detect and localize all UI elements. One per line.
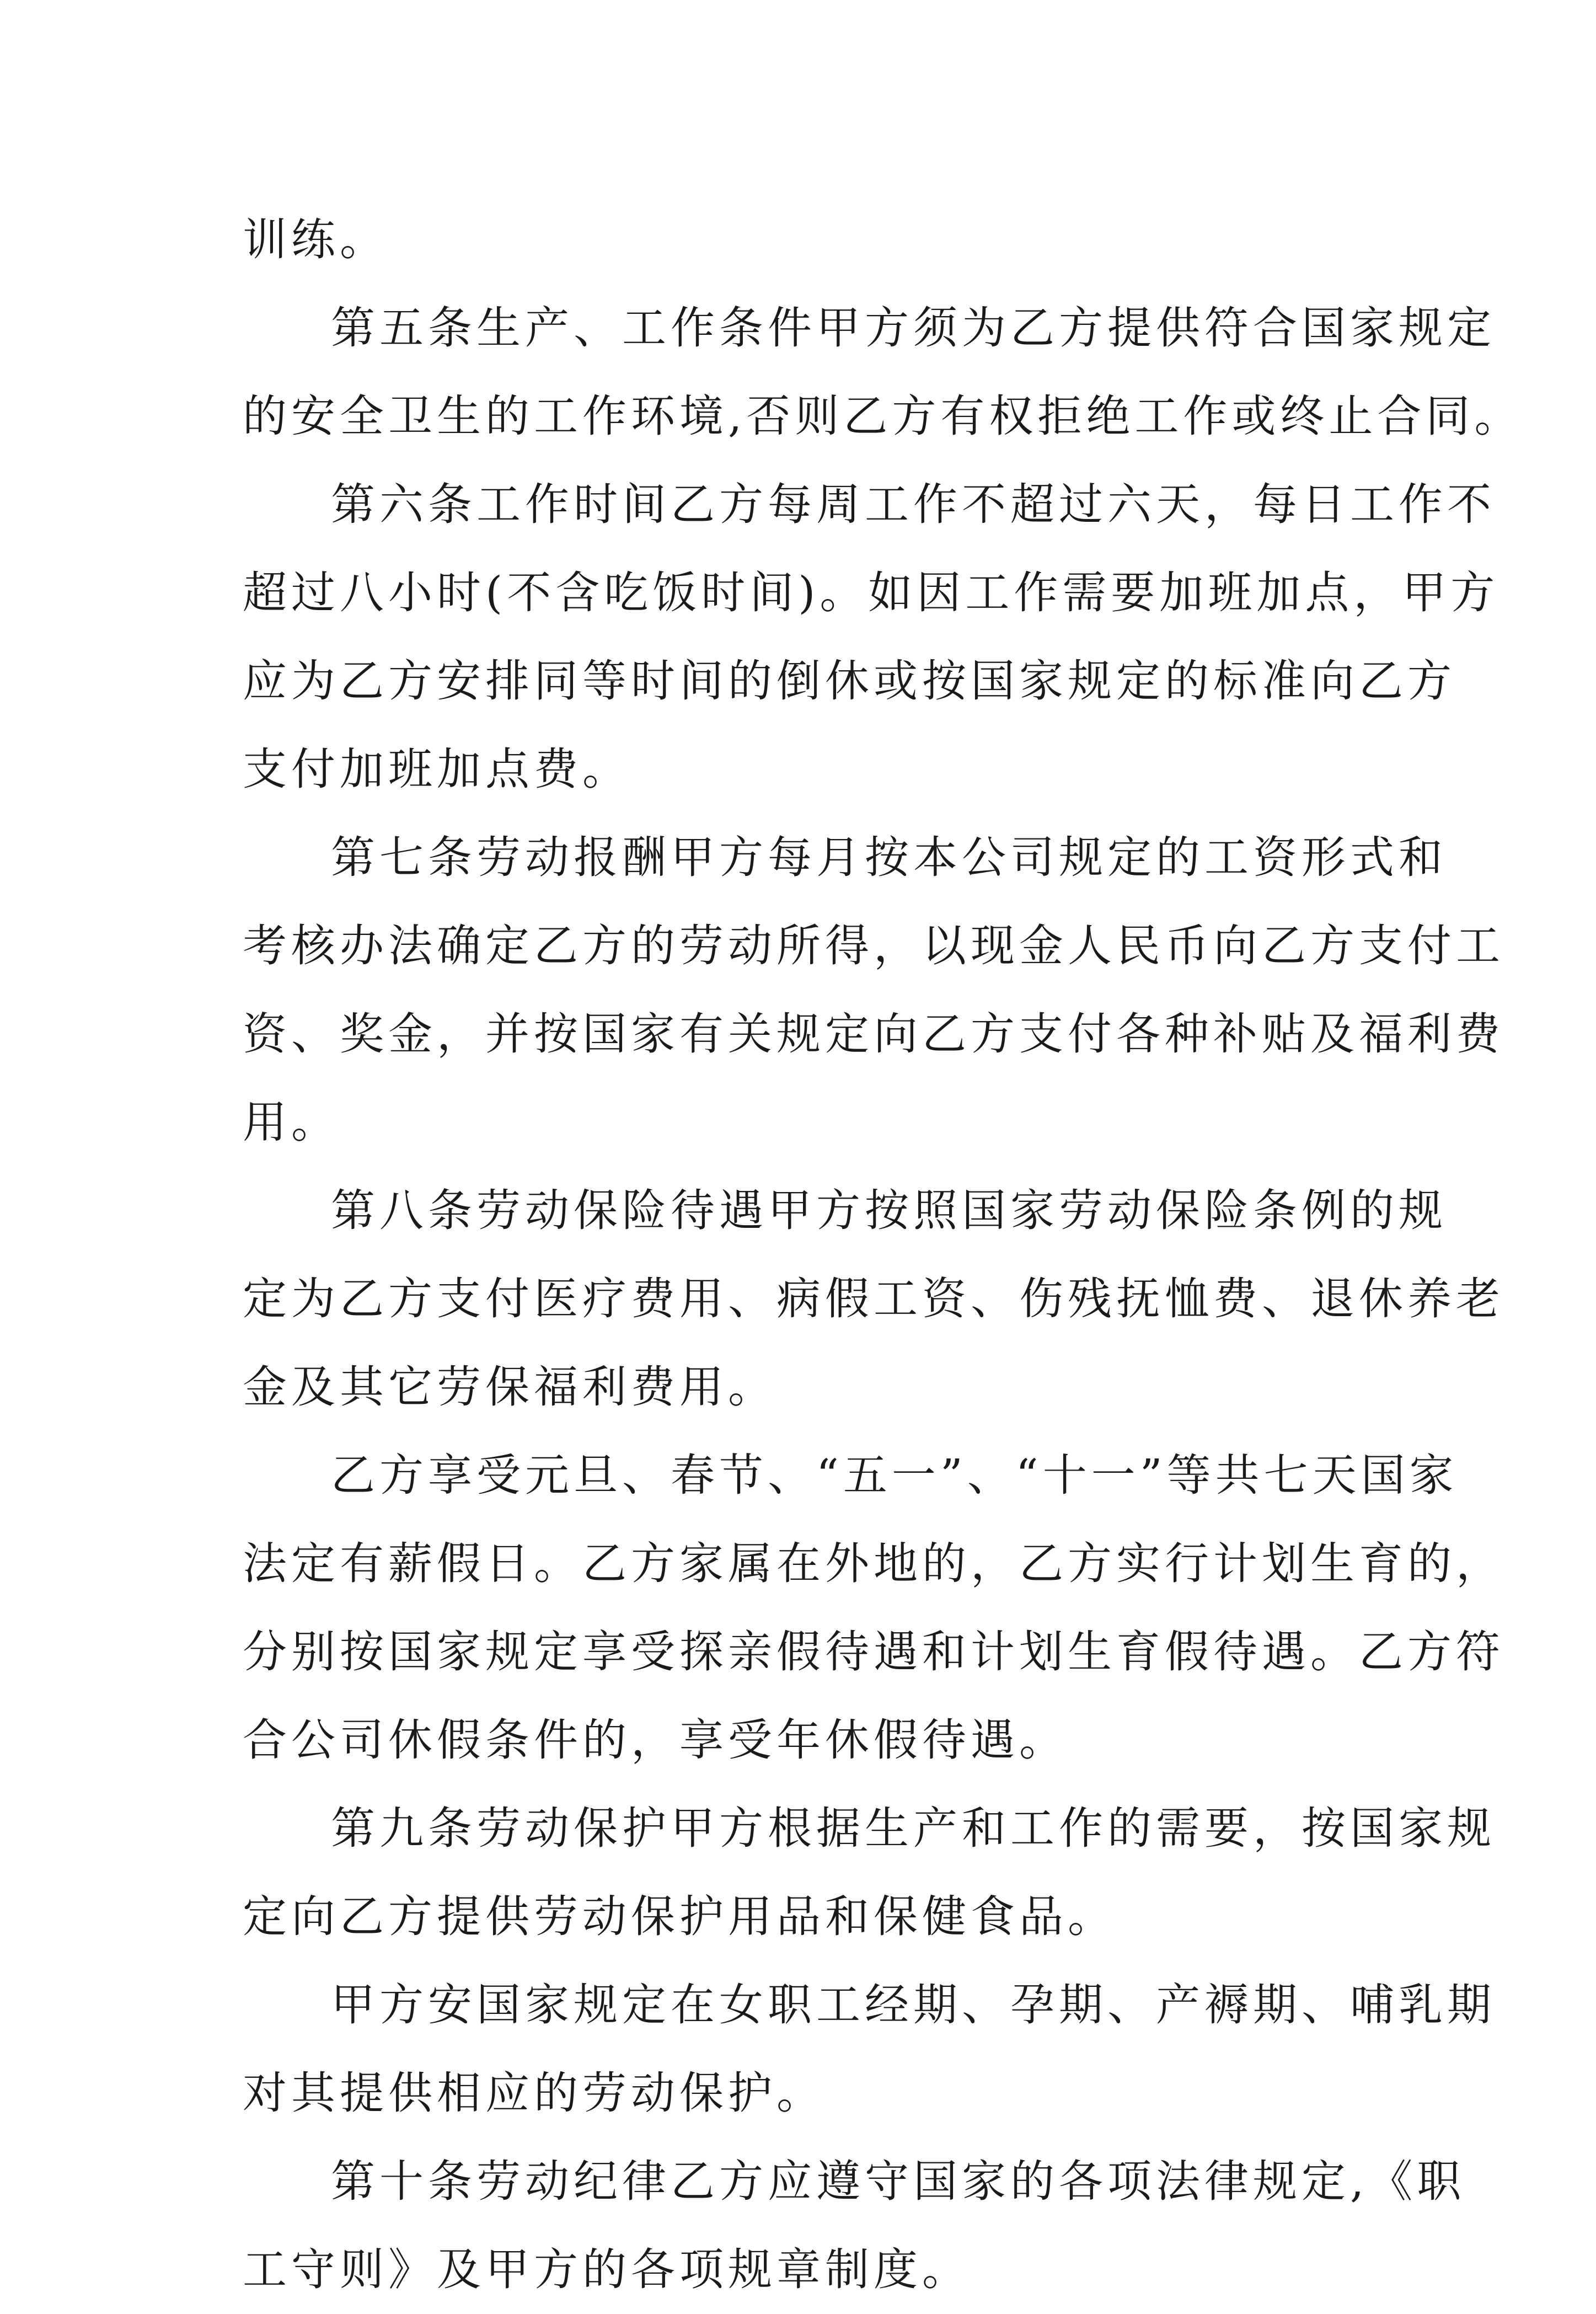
text-line: 第九条劳动保护甲方根据生产和工作的需要，按国家规 xyxy=(331,1803,1496,1854)
text-line: 支付加班加点费。 xyxy=(243,744,631,795)
paragraph-female-protection xyxy=(243,1961,1496,2137)
paragraph-article-7 xyxy=(243,814,1504,1167)
text-line: 应为乙方安排同等时间的倒休或按国家规定的标准向乙方 xyxy=(243,655,1456,707)
text-line: 考核办法确定乙方的劳动所得，以现金人民币向乙方支付工 xyxy=(243,920,1504,971)
paragraph-article-10 xyxy=(243,2137,1466,2314)
text-line: 工守则》及甲方的各项规章制度。 xyxy=(243,2244,971,2295)
document-body xyxy=(243,196,1523,2314)
text-line: 第十条劳动纪律乙方应遵守国家的各项法律规定,《职 xyxy=(331,2156,1466,2207)
text-line: 法定有薪假日。乙方家属在外地的，乙方实行计划生育的， xyxy=(243,1538,1504,1589)
paragraph-continuation xyxy=(243,196,1368,284)
text-line: 第七条劳动报酬甲方每月按本公司规定的工资形式和 xyxy=(331,832,1447,883)
text-line: 用。 xyxy=(243,1097,340,1148)
text-line: 分别按国家规定享受探亲假待遇和计划生育假待遇。乙方符 xyxy=(243,1626,1504,1677)
paragraph-article-6 xyxy=(243,461,1499,814)
text-line: 对其提供相应的劳动保护。 xyxy=(243,2067,825,2119)
text-line: 定向乙方提供劳动保护用品和保健食品。 xyxy=(243,1891,1116,1942)
text-line: 定为乙方支付医疗费用、病假工资、伤残抚恤费、退休养老 xyxy=(243,1273,1504,1324)
text-line: 第五条生产、工作条件甲方须为乙方提供符合国家规定 xyxy=(331,302,1496,354)
text-line: 超过八小时(不含吃饭时间)。如因工作需要加班加点，甲方 xyxy=(243,567,1499,618)
paragraph-holidays xyxy=(243,1431,1504,1784)
text-line: 资、奖金，并按国家有关规定向乙方支付各种补贴及福利费 xyxy=(243,1008,1504,1060)
text-line: 第八条劳动保险待遇甲方按照国家劳动保险条例的规 xyxy=(331,1185,1447,1236)
text-line: 合公司休假条件的，享受年休假待遇。 xyxy=(243,1714,1068,1766)
text-line: 金及其它劳保福利费用。 xyxy=(243,1361,776,1413)
text-line: 训练。 xyxy=(243,214,388,265)
paragraph-article-5 xyxy=(243,284,1523,461)
text-line: 乙方享受元旦、春节、“五一”、“十一”等共七天国家 xyxy=(331,1450,1458,1501)
text-line: 甲方安国家规定在女职工经期、孕期、产褥期、哺乳期 xyxy=(331,1979,1496,2030)
text-line: 的安全卫生的工作环境,否则乙方有权拒绝工作或终止合同。 xyxy=(243,391,1523,442)
paragraph-article-9 xyxy=(243,1784,1496,1961)
paragraph-article-8 xyxy=(243,1167,1504,1431)
text-line: 第六条工作时间乙方每周工作不超过六天，每日工作不 xyxy=(331,479,1496,530)
